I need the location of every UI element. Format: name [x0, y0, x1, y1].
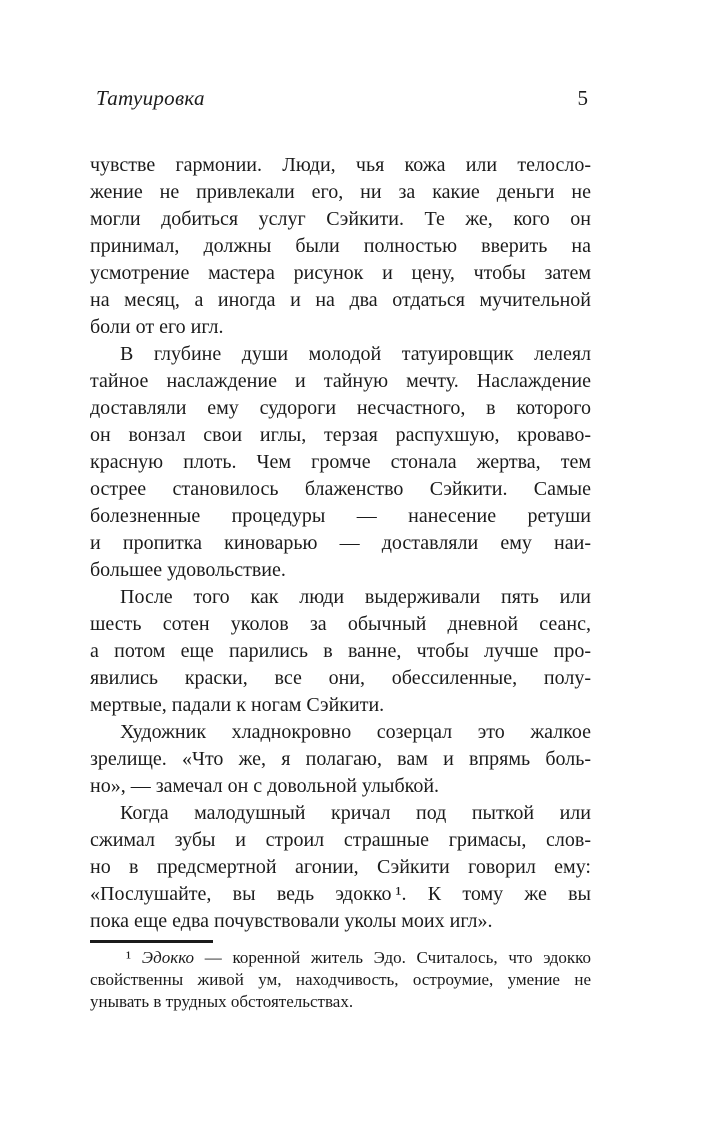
text-run: пока еще едва почувствовали уколы моих игл». [90, 910, 493, 932]
text-line [90, 611, 591, 638]
text-line [90, 692, 591, 719]
text-line [90, 503, 591, 530]
text-line [90, 827, 591, 854]
text-run: После того как люди выдерживали пять или [120, 586, 591, 608]
text-run: острее становилось блаженство Сэйкити. Самые [90, 478, 591, 500]
text-run: чувстве гармонии. Люди, чья кожа или телосло- [90, 154, 591, 176]
text-run: явились краски, все они, обессиленные, полу- [90, 667, 591, 689]
text-line [90, 991, 591, 1013]
text-run: большее удовольствие. [90, 559, 286, 581]
text-run: ¹ [126, 948, 142, 967]
text-run: шесть сотен уколов за обычный дневной сеанс, [90, 613, 591, 635]
text-line [90, 449, 591, 476]
text-line [90, 179, 591, 206]
text-run: унывать в трудных обстоятельствах. [90, 991, 354, 1011]
footnote-text [90, 947, 591, 1012]
text-run: и пропитка киноварью — доставляли ему наи- [90, 532, 591, 554]
text-run: тайное наслаждение и тайную мечту. Наслаждение [90, 370, 591, 392]
text-run: — коренной житель Эдо. Считалось, что эдокко [194, 948, 591, 967]
text-run: Когда малодушный кричал под пыткой или [120, 802, 591, 824]
text-line [90, 665, 591, 692]
text-line [90, 422, 591, 449]
text-line [90, 233, 591, 260]
text-run: В глубине души молодой татуировщик лелеял [120, 343, 591, 365]
text-line [90, 638, 591, 665]
text-run: болезненные процедуры — нанесение ретуши [90, 505, 591, 527]
chapter-title: Татуировка [96, 86, 205, 110]
text-line [90, 314, 591, 341]
text-run: принимал, должны были полностью вверить на [90, 235, 591, 257]
text-line [90, 530, 591, 557]
page-number: 5 [577, 86, 588, 110]
text-run: свойственны живой ум, находчивость, остроумие, умение не [90, 969, 591, 989]
text-run: сжимал зубы и строил страшные гримасы, слов- [90, 829, 591, 851]
text-run: но в предсмертной агонии, Сэйкити говорил ему: [90, 856, 591, 878]
text-line [90, 476, 591, 503]
text-run: но», — замечал он с довольной улыбкой. [90, 775, 440, 797]
paragraph [90, 341, 591, 584]
text-run: зрелище. «Что же, я полагаю, вам и впрямь боль- [90, 748, 591, 770]
text-run: жение не привлекали его, ни за какие деньги не [90, 181, 591, 203]
paragraph [90, 584, 591, 719]
footnote-divider [90, 940, 213, 943]
text-line [90, 800, 591, 827]
text-line [90, 152, 591, 179]
text-line [90, 746, 591, 773]
text-run: боли от его игл. [90, 316, 224, 338]
text-line [90, 260, 591, 287]
text-line [90, 947, 591, 969]
body-text [90, 152, 591, 935]
text-line [90, 908, 591, 935]
text-run: могли добиться услуг Сэйкити. Те же, кого он [90, 208, 591, 230]
paragraph [90, 800, 591, 935]
text-line [90, 206, 591, 233]
paragraph [90, 152, 591, 341]
text-line [90, 854, 591, 881]
paragraph [90, 719, 591, 800]
text-run: на месяц, а иногда и на два отдаться мучительной [90, 289, 591, 311]
text-line [90, 368, 591, 395]
text-line [90, 557, 591, 584]
text-run: усмотрение мастера рисунок и цену, чтобы затем [90, 262, 591, 284]
text-line [90, 395, 591, 422]
text-run: а потом еще парились в ванне, чтобы лучше про- [90, 640, 591, 662]
text-line [90, 969, 591, 991]
text-run: доставляли ему судороги несчастного, в которого [90, 397, 591, 419]
text-run: «Послушайте, вы ведь эдокко ¹. К тому же вы [90, 883, 591, 905]
italic-term: Эдокко [141, 948, 195, 967]
text-run: Художник хладнокровно созерцал это жалкое [120, 721, 591, 743]
text-line [90, 287, 591, 314]
text-line [90, 341, 591, 368]
text-line [90, 773, 591, 800]
text-run: он вонзал свои иглы, терзая распухшую, кроваво- [90, 424, 591, 446]
text-line [90, 584, 591, 611]
running-head [90, 86, 591, 113]
text-line [90, 881, 591, 908]
text-line [90, 719, 591, 746]
text-run: красную плоть. Чем громче стонала жертва, тем [90, 451, 591, 473]
text-run: мертвые, падали к ногам Сэйкити. [90, 694, 385, 716]
